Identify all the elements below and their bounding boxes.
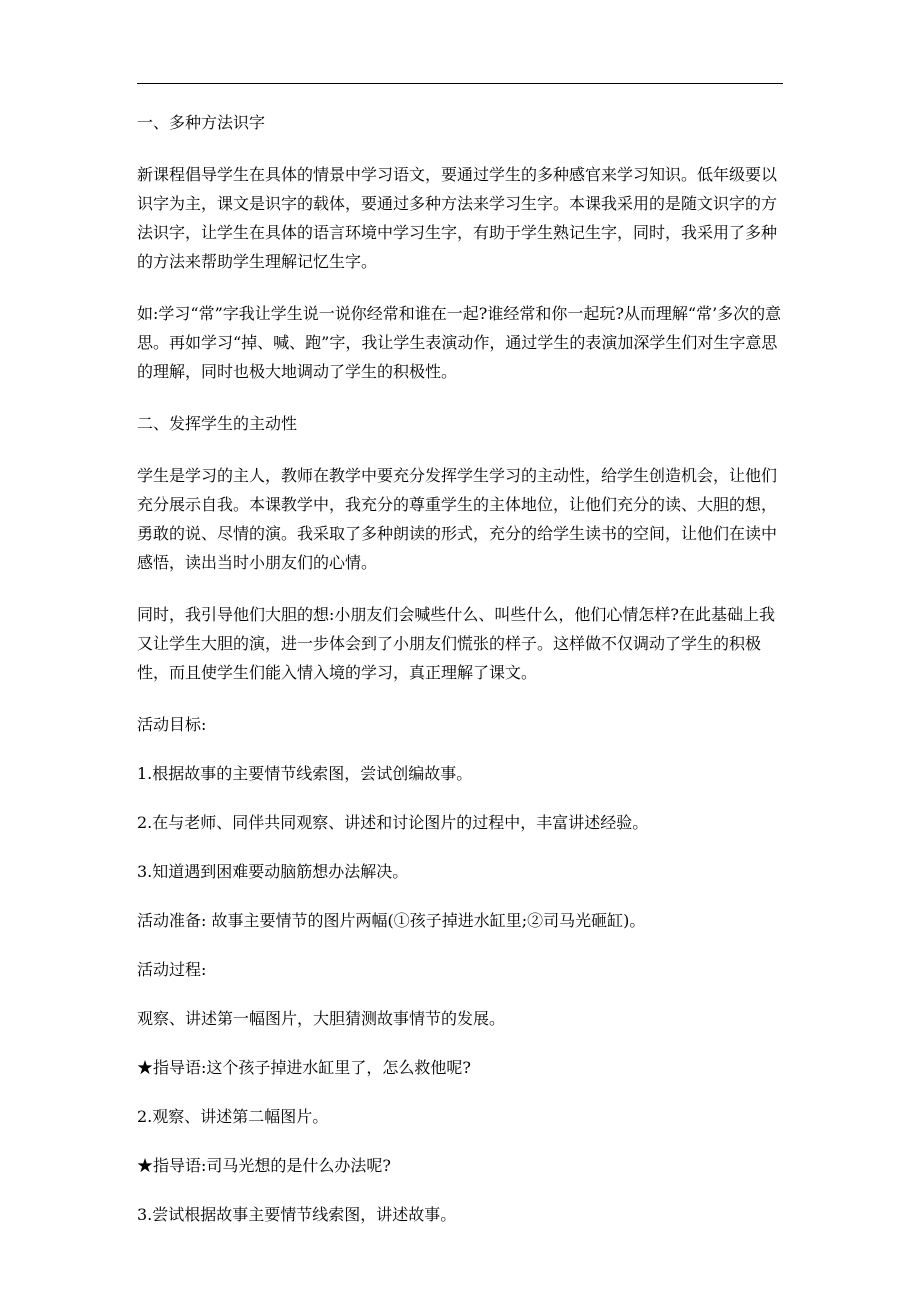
section1-heading: 一、多种方法识字	[137, 113, 266, 132]
activity-goal-2: 2.在与老师、同伴共同观察、讲述和讨论图片的过程中，丰富讲述经验。	[137, 813, 649, 832]
activity-guide-1: ★指导语:这个孩子掉进水缸里了，怎么救他呢?	[137, 1058, 471, 1077]
section1-paragraph-1: 新课程倡导学生在具体的情景中学习语文，要通过学生的多种感官来学习知识。低年级要以识字为主，课文是识字的载体，要通过多种方法来学习生字。本课我采用的是随文识字的方法识字，让学生在具体的语言环境中学习生字，有助于学生熟记生字，同时，我采用了多种的方法来帮助学生理解记忆生字。	[137, 165, 778, 271]
activity-goals-title: 活动目标:	[137, 715, 207, 734]
activity-step-3: 3.尝试根据故事主要情节线索图，讲述故事。	[137, 1205, 457, 1224]
activity-process-title: 活动过程:	[137, 960, 207, 979]
activity-preparation: 活动准备: 故事主要情节的图片两幅(①孩子掉进水缸里;②司马光砸缸)。	[137, 911, 646, 930]
activity-step-2: 2.观察、讲述第二幅图片。	[137, 1107, 329, 1126]
header-rule	[137, 83, 783, 84]
document-body	[137, 108, 785, 1249]
section2-paragraph-2: 同时，我引导他们大胆的想:小朋友们会喊些什么、叫些什么，他们心情怎样?在此基础上我又让学生大胆的演，进一步体会到了小朋友们慌张的样子。这样做不仅调动了学生的积极性，而且使学生们能入情入境的学习，真正理解了课文。	[137, 605, 775, 682]
activity-goal-1: 1.根据故事的主要情节线索图，尝试创编故事。	[137, 764, 473, 783]
section2-paragraph-1: 学生是学习的主人，教师在教学中要充分发挥学生学习的主动性，给学生创造机会，让他们充分展示自我。本课教学中，我充分的尊重学生的主体地位，让他们充分的读、大胆的想，勇敢的说、尽情的演。我采取了多种朗读的形式，充分的给学生读书的空间，让他们在读中感悟，读出当时小朋友们的心情。	[137, 466, 778, 572]
activity-guide-2: ★指导语:司马光想的是什么办法呢?	[137, 1156, 391, 1175]
activity-step-1: 观察、讲述第一幅图片，大胆猜测故事情节的发展。	[137, 1009, 506, 1028]
activity-goal-3: 3.知道遇到困难要动脑筋想办法解决。	[137, 862, 409, 881]
section1-paragraph-2: 如:学习“常”字我让学生说一说你经常和谁在一起?谁经常和你一起玩?从而理解“常’多次的意思。再如学习“掉、喊、跑”字，我让学生表演动作，通过学生的表演加深学生们对生字意思的理解，同时也极大地调动了学生的积极性。	[137, 304, 782, 381]
section2-heading: 二、发挥学生的主动性	[137, 414, 298, 433]
